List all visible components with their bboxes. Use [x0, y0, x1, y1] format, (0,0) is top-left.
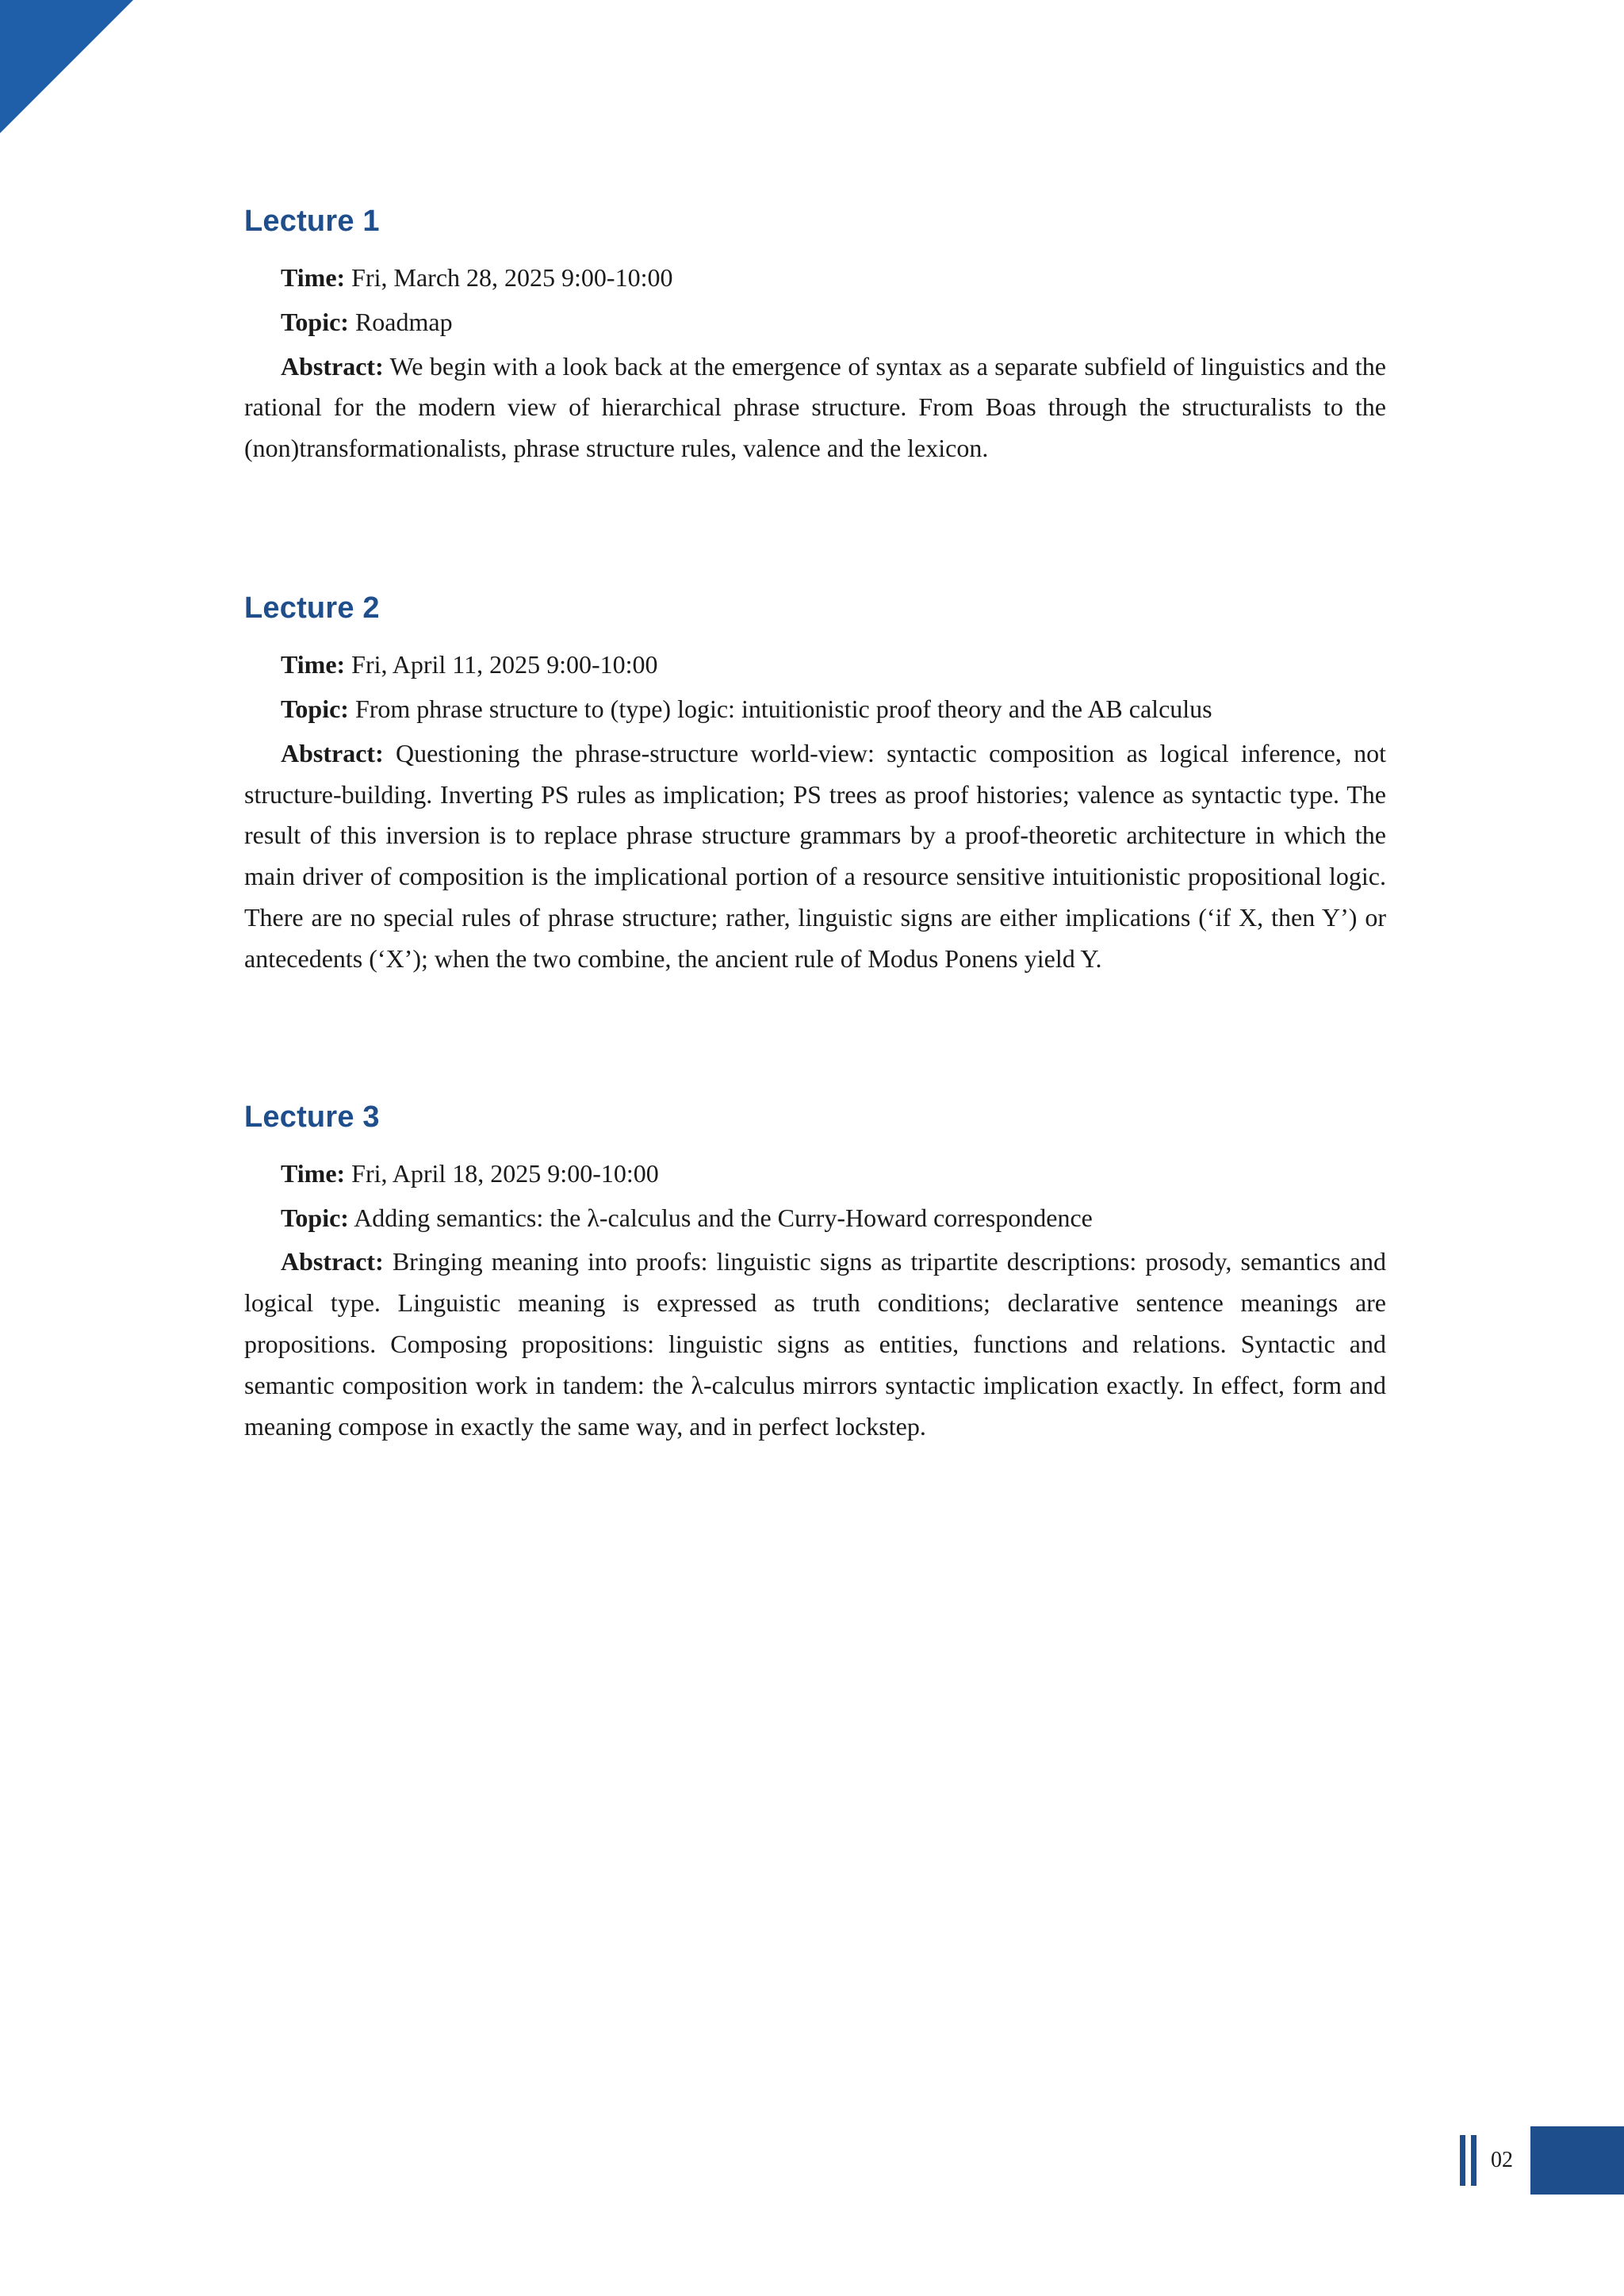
page-content	[244, 205, 1386, 1451]
abstract-label: Abstract:	[281, 351, 384, 381]
abstract-label: Abstract:	[281, 738, 384, 767]
topic-label: Topic:	[281, 694, 349, 723]
topic-label: Topic:	[281, 1203, 349, 1232]
lecture-1-time	[244, 258, 1386, 299]
lecture-1-abstract	[244, 346, 1386, 469]
topic-label: Topic:	[281, 307, 349, 336]
time-label: Time:	[281, 650, 346, 679]
lecture-3-topic-value: Adding semantics: the λ-calculus and the Curry-Howard correspondence	[348, 1203, 1093, 1232]
lecture-1-abstract-value: We begin with a look back at the emergence of syntax as a separate subfield of linguistics and the rational for the modern view of hierarchical phrase structure. From Boas through the structuralists to the (non)transformationalists, phrase structure rules, valence and the lexicon.	[244, 351, 1386, 463]
lecture-2-topic-value: From phrase structure to (type) logic: intuitionistic proof theory and the AB calculus	[348, 694, 1212, 723]
lecture-3-abstract-value: Bringing meaning into proofs: linguistic signs as tripartite descriptions: prosody, semantics and logical type. Linguistic meaning is expressed as truth conditions; declarative sentence meanings are propositions. Composing propositions: linguistic signs as entities, functions and relations. Syntactic and semantic composition work in tandem: the λ-calculus mirrors syntactic implication exactly. In effect, form and meaning compose in exactly the same way, and in perfect lockstep.	[244, 1247, 1386, 1441]
lecture-2-title: Lecture 2	[244, 591, 380, 626]
lecture-1-topic	[244, 302, 1386, 343]
lecture-section-3	[244, 1100, 1386, 1448]
lecture-1-topic-value: Roadmap	[348, 307, 453, 336]
lecture-2-time	[244, 645, 1386, 686]
page-number: 02	[1491, 2148, 1513, 2172]
lecture-2-topic	[244, 689, 1386, 730]
lecture-section-2	[244, 591, 1386, 980]
time-label: Time:	[281, 263, 346, 292]
page-footer	[1460, 2126, 1624, 2195]
lecture-2-abstract-value: Questioning the phrase-structure world-view: syntactic composition as logical inference, not structure-building. Inverting PS rules as implication; PS trees as proof histories; valence as syntactic type. The result of this inversion is to replace phrase structure grammars by a proof-theoretic architecture in which the main driver of composition is the implicational portion of a resource sensitive intuitionistic propositional logic. There are no special rules of phrase structure; rather, linguistic signs are either implications (‘if X, then Y’) or antecedents (‘X’); when the two combine, the ancient rule of Modus Ponens yield Y.	[244, 738, 1386, 973]
lecture-3-time	[244, 1154, 1386, 1195]
abstract-label: Abstract:	[281, 1247, 384, 1276]
lecture-2-abstract	[244, 733, 1386, 980]
section-gap-2	[244, 983, 1386, 1100]
lecture-3-title: Lecture 3	[244, 1100, 380, 1134]
lecture-1-title: Lecture 1	[244, 205, 380, 238]
time-label: Time:	[281, 1158, 346, 1188]
footer-block-decoration	[1530, 2126, 1624, 2195]
lecture-section-1	[244, 205, 1386, 469]
section-gap-1	[244, 473, 1386, 591]
lecture-1-time-value: Fri, March 28, 2025 9:00-10:00	[345, 263, 673, 292]
lecture-3-time-value: Fri, April 18, 2025 9:00-10:00	[345, 1158, 659, 1188]
footer-bar-decoration	[1460, 2126, 1488, 2195]
lecture-2-time-value: Fri, April 11, 2025 9:00-10:00	[345, 650, 658, 679]
footer-bar-2	[1471, 2135, 1477, 2186]
lecture-3-abstract	[244, 1242, 1386, 1447]
footer-bar-1	[1460, 2135, 1465, 2186]
top-left-corner-decoration	[0, 0, 133, 133]
lecture-3-topic	[244, 1198, 1386, 1239]
